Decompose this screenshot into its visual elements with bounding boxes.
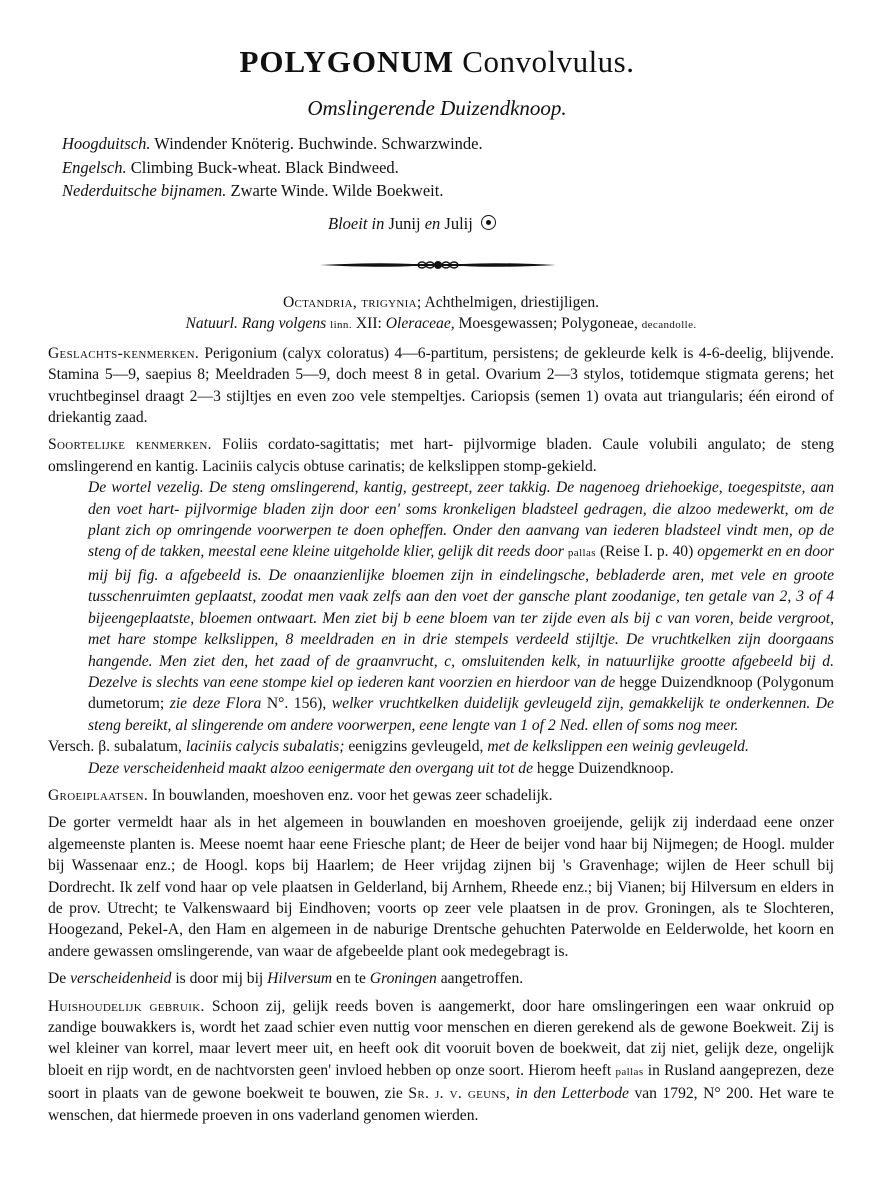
language-label: Hoogduitsch. [62,134,151,153]
bloom-period [328,214,496,234]
text: aangetroffen. [440,970,524,988]
vernacular-names [62,132,483,203]
vernacular-dutch [62,179,483,203]
variety-note-end: hegge Duizendknoop. [536,759,674,777]
place-name: Groningen [369,970,437,988]
genus-characteristics [48,343,834,429]
author-geuns: Sr. j. v. geuns, [408,1085,511,1103]
page-title [0,44,874,80]
variety-beta [48,736,834,757]
reference: N°. 156), [266,695,327,713]
section-label: Huishoudelijk gebruik. [48,997,205,1015]
localities: De gorter vermeldt haar als in het algemeen in bouwlanden en moeshoven groeijende, gelijk zij inderdaad eene onzer algemeenste planten is. Meese noemt haar eene Friesche plant; de Heer de beijer vond haar bij Nijmegen; de Hoogl. mulder bij Wassenaar enz.; de Hoogl. kops bij Haarlem; de Heer vrijdag zijnen bij 's Gravenhage; wijlen de Heer schull bij Dordrecht. Ik zelf vond haar op vele plaatsen in Gelderland, bij Arnhem, Rheede enz.; bij Vianen; bij Hilversum en elders in de prov. Utrecht; te Valkenswaard bij Eindhoven; voorts op zeer vele plaatsen in de prov. Groningen, als te Slochteren, Hoogezand, Pekel-A, den Ham en algemeen in de naburige Drentsche gehuchten Paterwolde en Eelderwolde, het koorn en andere gewassen omslingerende, van waar de afgebeelde plant ook medegebragt is. [48,814,834,960]
section-label: Groeiplaatsen. [48,786,149,804]
bloom-month: Junij [388,214,421,233]
text: verscheidenheid [70,970,172,988]
author-pallas: pallas [615,1065,644,1078]
publication-name: in den Letterbode [515,1085,629,1103]
vernacular-text: Windender Knöterig. Buchwinde. Schwarzwinde. [154,134,483,153]
class-translation: Achthelmigen, driestijligen. [424,294,600,311]
natural-order-lead: Natuurl. Rang volgens [185,315,327,333]
annual-sun-symbol-icon [481,215,496,230]
language-label: Nederduitsche bijnamen. [62,181,227,200]
order-number: XII: [355,315,382,333]
vernacular-text: Zwarte Winde. Wilde Boekweit. [230,181,444,200]
section-text: In bouwlanden, moeshoven enz. voor het gewas zeer schadelijk. [151,786,553,804]
variety-rest: met de kelkslippen een weinig gevleugeld. [487,738,749,756]
section-label: Geslachts-kenmerken. [48,344,200,362]
description-text: welker vruchtkelken duidelijk gevleugeld zijn, gemakkelijk te onderkennen. De steng bereikt, al slingerende om andere voorwerpen, eene lengte van 1 of 2 Ned. ellen of soms nog meer. [88,695,834,734]
variety-note [48,758,834,779]
variety-note-text: Deze verscheidenheid maakt alzoo eenigermate den overgang uit tot de [88,759,534,777]
bloom-and: en [424,214,441,233]
variety-dutch: eenigzins gevleugeld, [348,738,484,756]
text: De [48,970,67,988]
genus-name: POLYGONUM [239,44,455,79]
habitat [48,785,834,806]
author-decandolle: decandolle. [641,319,697,332]
natural-order [48,313,834,336]
section-text: Schoon zij, gelijk reeds boven is aangemerkt, door hare omslingeringen een waar onkruid op zandige bouwakkers is, wordt het zaad schier even nuttig voor menschen en dieren gerekend als de gewone Boekweit. Zij is wel kleiner van korrel, maar levert meer uit, en heeft ook dit vooruit boven de boekweit, dat zij niet, gelijk deze, ongelijk bloeit en rijp wordt, en de nachtvorsten geen' invloed hebben op onze soort. Hierom heeft [48,997,835,1079]
plant-description [48,477,834,736]
dutch-common-name: Omslingerende Duizendknoop. [307,96,567,120]
place-name: Hilversum [267,970,333,988]
ornamental-divider-icon [318,256,558,274]
variety-lead: Versch. β. subalatum, [48,738,182,756]
reference: (Reise I. p. 40) [599,543,694,561]
vernacular-english [62,156,483,180]
vernacular-text: Climbing Buck-wheat. Black Bindweed. [130,157,399,177]
species-characteristics [48,434,834,477]
text: is door mij bij [175,970,264,988]
author-linnaeus: linn. [330,319,352,332]
related-species: hegge Duizendknoop (Polygonum dumetorum; [88,673,834,713]
description-text: zie deze Flora [169,695,262,713]
household-use [48,996,834,1126]
species-name: Convolvulus. [462,44,635,79]
section-text: in Rusland aangeprezen, deze soort in plaats van de gewone boekweit te bouwen, zie [48,1061,834,1103]
author-pallas: pallas [567,547,596,560]
class-name: Octandria, trigynia; [282,294,422,311]
main-text [48,292,834,1126]
section-text: Foliis cordato-sagittatis; met hart- pijlvormige bladen. Caule volubili angulato; de steng omslingerend en kantig. Laciniis calycis obtuse carinatis; de kelkslippen stomp-gekield. [48,436,835,475]
order-dutch: Moesgewassen; Polygoneae, [458,315,638,333]
section-text: Perigonium (calyx coloratus) 4—6-partitum, persistens; de gekleurde kelk is 4-6-deelig, blijvende. Stamina 5—9, saepius 8; Meeldraden 5—9, doch meest 8 in getal. Ovarium 2—3 stylos, totidemque stigmata gerens; het vruchtbeginsel draagt 2—3 stijltjes en even zoo vele stempeltjes. Cariopsis (semen 1) ovata aut triangularis; één eirond of driekantig zaad. [48,344,834,427]
text: en te [336,970,366,988]
variety-latin: laciniis calycis subalatis; [185,738,345,756]
description-text: opgemerkt en en door mij bij fig. a afgebeeld is. De onaanzienlijke bloemen zijn in eindelingsche, bebladerde aren, met vele en groote tusschenruimten geplaatst, zoodat men vaak zelfs aan den voet der gansche plant zoodanige, ten getale van 2, 3 of 4 bijeengeplaatste, bloemen ontwaart. Men ziet bij b eene bloem van ter zijde even als bij c van voren, beide vergroot, met hare stompe kelkslippen, 8 meeldraden en in drie stempels verdeeld stijltje. De vruchtkelken zijn doorgaans hangende. Men ziet den, het zaad of de graanvrucht, c, omsluitenden kelk, in natuurlijke grootte afgebeeld bij d. Dezelve is slechts van eene stompe kiel op iederen kant voorzien en hierdoor van de [88,543,834,691]
vernacular-german [62,132,483,156]
variety-localities [48,968,834,989]
language-label: Engelsch. [62,157,127,177]
bloom-label: Bloeit in [328,214,385,233]
linnaean-class [48,292,834,313]
section-label: Soortelijke kenmerken. [48,436,212,454]
description-text: De wortel vezelig. De steng omslingerend, kantig, gestreept, zeer takkig. De nagenoeg driehoekige, toegespitste, aan den voet hart- pijlvormige bladen zijn door een' soms kronkeligen bladsteel gedragen, die alzoo medewerkt, om de plant zich op omringende voorwerpen te doen opheffen. Onder den aanvang van iederen bladsteel vindt men, op de steng of de takken, meestal eene kleine uitgeholde klier, gelijk dit reeds door [88,479,834,561]
order-latin: Oleraceae, [385,315,455,333]
section-text: van 1792, N° 200. Het ware te wenschen, dat hiermede proeven in ons vaderland genomen wierden. [48,1085,834,1124]
bloom-month: Julij [444,214,473,233]
